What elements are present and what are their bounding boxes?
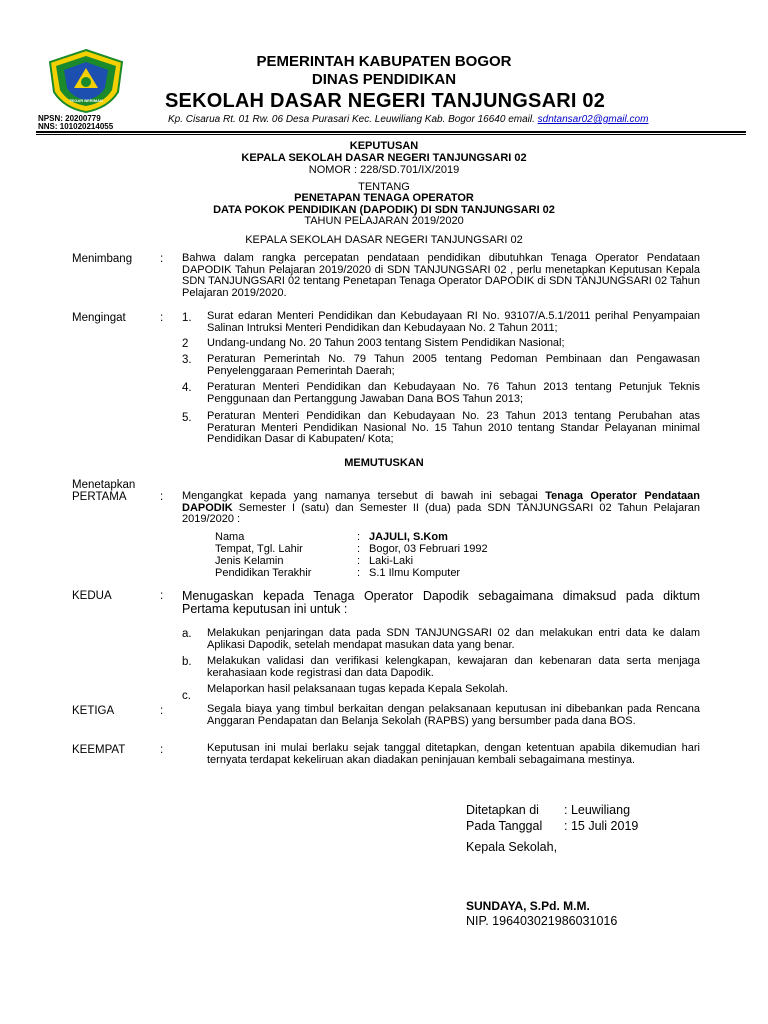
- ketiga-colon: :: [160, 705, 164, 717]
- title-keputusan: KEPUTUSAN: [349, 140, 419, 152]
- menimbang-text: Bahwa dalam rangka percepatan pendataan pendidikan dibutuhkan Tenaga Operator Pendataan DAPODIK Tahun Pelajaran 2019/2020 di SDN TANJUNGSARI 02 , perlu menetapkan Keputusan Kepala SDN TANJUNGSARI 02 tentang Penetapan Tenaga Operator DAPODIK di SDN TANJUNGSARI 02 Tahun Pelajaran 2019/2020.: [182, 252, 700, 299]
- title-tentang: TENTANG: [358, 181, 410, 193]
- title-kepala2: KEPALA SEKOLAH DASAR NEGERI TANJUNGSARI 02: [245, 234, 523, 246]
- header-line2: DINAS PENDIDIKAN: [311, 71, 457, 88]
- mengingat-label: Mengingat: [72, 312, 126, 324]
- header-rule-thin: [36, 134, 746, 135]
- ketiga-label: KETIGA: [72, 705, 115, 717]
- signer-name: SUNDAYA, S.Pd. M.M.: [466, 899, 590, 913]
- school-address: [168, 114, 648, 125]
- memutuskan-heading: MEMUTUSKAN: [344, 457, 424, 469]
- field-key-ttl: Tempat, Tgl. Lahir: [215, 543, 303, 555]
- mengingat-item-2: Undang-undang No. 20 Tahun 2003 tentang Sistem Pendidikan Nasional;: [207, 337, 565, 349]
- mengingat-num-3: 3.: [182, 354, 192, 366]
- ketiga-text: Segala biaya yang timbul berkaitan dengan pelaksanaan keputusan ini dibebankan pada Rencana Anggaran Pendapatan dan Belanja Sekolah (RAPBS) yang bersumber pada dana BOS.: [207, 703, 700, 727]
- npsn-label: NPSN: 20200779: [38, 114, 101, 123]
- kedua-num-c: c.: [182, 690, 191, 702]
- field-value-nama: JAJULI, S.Kom: [369, 531, 448, 543]
- title-tahun: TAHUN PELAJARAN 2019/2020: [304, 215, 464, 227]
- title-penetapan: PENETAPAN TENAGA OPERATOR: [294, 192, 474, 204]
- field-colon: :: [357, 567, 361, 579]
- menetapkan-label: Menetapkan: [72, 479, 136, 491]
- field-key-jk: Jenis Kelamin: [215, 555, 284, 567]
- field-value-pendidikan: S.1 Ilmu Komputer: [369, 567, 461, 579]
- title-nomor: NOMOR : 228/SD.701/IX/2019: [308, 164, 460, 176]
- field-colon: :: [357, 531, 361, 543]
- mengingat-num-2: 2: [182, 338, 189, 350]
- email-link[interactable]: sdntansar02@gmail.com: [537, 114, 649, 125]
- pertama-text-post: Semester I (satu) dan Semester II (dua) pada SDN TANJUNGSARI 02 Tahun Pelajaran 2019/2020 :: [182, 501, 700, 525]
- signer-nip: NIP. 196403021986031016: [466, 914, 618, 928]
- tanggal-label: Pada Tanggal: [466, 819, 543, 833]
- kedua-item-c: Melaporkan hasil pelaksanaan tugas kepada Kepala Sekolah.: [207, 683, 508, 695]
- pertama-label: PERTAMA: [72, 491, 127, 503]
- mengingat-num-1: 1.: [182, 312, 192, 324]
- school-name: SEKOLAH DASAR NEGERI TANJUNGSARI 02: [165, 90, 606, 112]
- mengingat-item-4: Peraturan Menteri Pendidikan dan Kebudayaan No. 76 Tahun 2013 tentang Petunjuk Teknis Penggunaan dan Pertanggung Jawaban Dana BOS Tahun 2013;: [207, 381, 700, 405]
- field-value-jk: Laki-Laki: [369, 555, 414, 567]
- title-data-pokok: DATA POKOK PENDIDIKAN (DAPODIK) DI SDN TANJUNGSARI 02: [213, 204, 555, 216]
- pertama-colon: :: [160, 491, 164, 503]
- field-key-nama: Nama: [215, 531, 245, 543]
- mengingat-item-1: Surat edaran Menteri Pendidikan dan Kebudayaan RI No. 93107/A.5.1/2011 perihal Penyampaian Salinan Intruksi Menteri Pendidikan dan Kebudayaan No. 2 Tahun 2011;: [207, 310, 700, 334]
- pertama-text-pre: Mengangkat kepada yang namanya tersebut di bawah ini sebagai: [182, 490, 546, 502]
- mengingat-num-4: 4.: [182, 382, 192, 394]
- field-colon: :: [357, 555, 361, 567]
- mengingat-colon: :: [160, 312, 164, 324]
- field-value-ttl: Bogor, 03 Februari 1992: [369, 543, 488, 555]
- logo-motto: TEGAR BERIMAN: [69, 98, 103, 103]
- menimbang-label: Menimbang: [72, 253, 133, 265]
- menimbang-colon: :: [160, 253, 164, 265]
- kedua-item-b: Melakukan validasi dan verifikasi kelengkapan, kewajaran dan kebenaran data serta menjaga kerahasiaan kode registrasi dan data Dapodik.: [207, 655, 700, 679]
- kedua-num-b: b.: [182, 656, 192, 668]
- signer-title: Kepala Sekolah,: [466, 840, 558, 854]
- ditetapkan-label: Ditetapkan di: [466, 803, 539, 817]
- header-rule-thick: [36, 131, 746, 133]
- kedua-item-a: Melakukan penjaringan data pada SDN TANJUNGSARI 02 dan melakukan entri data ke dalam Aplikasi Dapodik, setelah mendapat masukan data yang benar.: [207, 627, 700, 651]
- field-key-pendidikan: Pendidikan Terakhir: [215, 567, 312, 579]
- kedua-label: KEDUA: [72, 590, 112, 602]
- mengingat-item-5: Peraturan Menteri Pendidikan dan Kebudayaan No. 23 Tahun 2013 tentang Perubahan atas Peraturan Menteri Pendidikan Nasional No. 15 Tahun 2010 tentang Standar Pelayanan minimal Pendidikan Dasar di Kabupaten/ Kota;: [207, 410, 700, 445]
- kedua-colon: :: [160, 590, 164, 602]
- mengingat-num-5: 5.: [182, 412, 192, 424]
- kedua-num-a: a.: [182, 628, 192, 640]
- pertama-text-bold: Tenaga Operator Pendataan DAPODIK: [182, 490, 700, 514]
- title-kepala: KEPALA SEKOLAH DASAR NEGERI TANJUNGSARI 02: [241, 152, 527, 164]
- header-line1: PEMERINTAH KABUPATEN BOGOR: [256, 53, 512, 70]
- mengingat-item-3: Peraturan Pemerintah No. 79 Tahun 2005 tentang Pedoman Pembinaan dan Pengawasan Penyelenggaraan Pemerintah Daerah;: [207, 353, 700, 377]
- field-colon: :: [357, 543, 361, 555]
- keempat-text: Keputusan ini mulai berlaku sejak tanggal ditetapkan, dengan ketentuan apabila dikemudian hari ternyata terdapat kekeliruan akan diadakan peninjauan kembali sebagaimana mestinya.: [207, 742, 700, 766]
- kedua-text: Menugaskan kepada Tenaga Operator Dapodik sebagaimana dimaksud pada diktum Pertama keputusan ini untuk :: [182, 589, 700, 616]
- nss-label: NNS: 101020214055: [38, 122, 114, 131]
- address-text: Kp. Cisarua Rt. 01 Rw. 06 Desa Purasari Kec. Leuwiliang Kab. Bogor 16640 email.: [168, 114, 538, 125]
- pertama-text: [182, 491, 700, 526]
- tanggal-value: : 15 Juli 2019: [564, 819, 639, 833]
- ditetapkan-value: : Leuwiliang: [564, 803, 631, 817]
- keempat-colon: :: [160, 744, 164, 756]
- keempat-label: KEEMPAT: [72, 744, 126, 756]
